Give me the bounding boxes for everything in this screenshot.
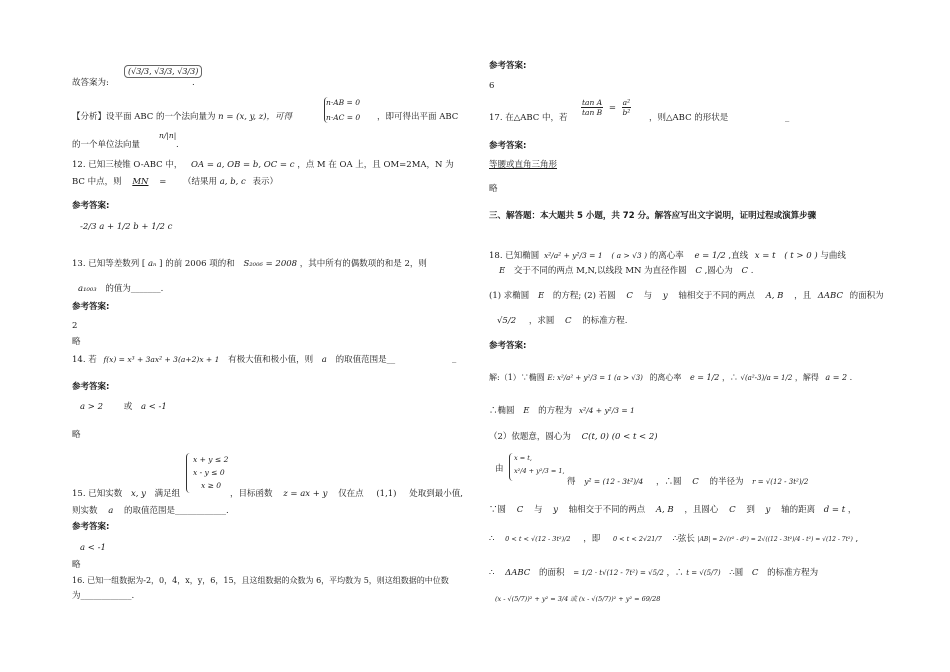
q18-part2: 的方程; (2) 若圆 xyxy=(552,291,616,301)
q18-text-std: 的标准方程. xyxy=(582,316,628,326)
q18-text-b: 的离心率 xyxy=(649,251,684,261)
sol1-ellipse: E: x²/a² + y²/3 = 1 (a > √3) xyxy=(547,374,643,382)
q15-text-a: 15. 已知实数 xyxy=(72,489,123,499)
q14-answer-2: a < -1 xyxy=(140,402,167,412)
q18-C: C xyxy=(565,316,572,326)
q18-part1: (1) 求椭圆 xyxy=(489,291,530,301)
sol2-text-a: ∴椭圆 xyxy=(489,406,515,416)
q18-line2 xyxy=(499,266,753,277)
q14-line xyxy=(72,354,395,366)
q14-text-a: 14. 若 xyxy=(72,355,97,365)
q13-line1 xyxy=(72,259,427,270)
q12-text-b: ，点 M 在 OA 上，且 OM=2MA，N 为 xyxy=(297,160,454,170)
q13-line2 xyxy=(78,284,163,295)
q13-text-c: ，其中所有的偶数项的和是 2，则 xyxy=(299,259,427,269)
q13-sum: S₂₀₀₆ = 2008 xyxy=(243,259,298,269)
sol1-text-b: 的离心率 xyxy=(649,373,682,382)
q18-text-axis: 轴相交于不同的两点 xyxy=(678,291,755,301)
sol-line7 xyxy=(489,568,818,579)
q17-frac-sq xyxy=(622,98,631,117)
sol-line6 xyxy=(489,534,858,545)
q18-E: E xyxy=(523,406,530,416)
q17-text-b: ，则△ABC 的形状是 xyxy=(649,113,729,123)
sol7-t: t = √(5/7) xyxy=(686,569,721,577)
sol1-text-d: ，解得 xyxy=(794,373,819,382)
sol5-text-a: ∵圆 xyxy=(489,505,507,515)
sol5-end: ， xyxy=(847,505,857,515)
q18-AB: A, B xyxy=(655,505,674,515)
normal-vector: n = (x, y, z)，可得 xyxy=(218,112,293,122)
q15-text-c: ，目标函数 xyxy=(230,489,273,499)
sol6-end: , xyxy=(855,534,859,544)
q15-constraint-3: x ≥ 0 xyxy=(201,481,222,490)
q17-frac-num: tan A xyxy=(582,98,603,107)
q18-triangle: ΔABC xyxy=(505,568,531,578)
q18-text-a: 18. 已知椭圆 xyxy=(489,251,540,261)
q12-text-e: 表示） xyxy=(252,177,279,187)
sol6-therefore: ∴ xyxy=(489,534,495,544)
q17-answer: 等腰或直角三角形 xyxy=(489,160,558,170)
q18-ellipse: x²/a² + y²/3 = 1 xyxy=(543,251,603,260)
answer-heading: 参考答案: xyxy=(489,61,527,71)
q12-text-c: BC 中点，则 xyxy=(72,177,122,187)
q15-line1b xyxy=(230,489,463,500)
q17-frac2-num: a² xyxy=(622,98,631,107)
q14-function: f(x) = x³ + 3ax² + 3(a+2)x + 1 xyxy=(103,355,220,364)
sol3-text: （2）依题意，圆心为 xyxy=(489,432,571,442)
q15-text-d: 仅在点 xyxy=(338,489,364,499)
q15-brace xyxy=(186,453,190,493)
q12-basis: a, b, c xyxy=(219,177,246,187)
q13-text-d: 的值为_______. xyxy=(105,284,164,294)
q18-text-yu: 与 xyxy=(643,291,653,301)
q18-text-qiu: ，求圆 xyxy=(528,316,555,326)
q15-constraint-1: x + y ≤ 2 xyxy=(193,455,229,464)
q17-formula xyxy=(581,98,631,117)
system-brace xyxy=(324,97,328,123)
q14-text-b: 有极大值和极小值，则 xyxy=(228,355,314,365)
sol4-text-you: 由 xyxy=(495,464,504,474)
q18-text-c: ,直线 xyxy=(728,251,749,261)
sol4-system xyxy=(514,452,565,478)
sol-line1 xyxy=(489,372,852,384)
q18-C2: C xyxy=(741,266,749,276)
sol5-text-c: 轴相交于不同的两点 xyxy=(568,505,646,515)
q15-xy: x, y xyxy=(130,489,146,499)
normal-system xyxy=(326,97,360,123)
answer-heading: 参考答案: xyxy=(489,341,527,351)
sol7-text-e: 的标准方程为 xyxy=(767,568,819,578)
section-3-heading: 三、解答题：本大题共 5 小题，共 72 分。解答应写出文字说明，证明过程或演算步骤 xyxy=(489,211,817,221)
sol4-y2: y² = (12 - 3t²)/4 xyxy=(584,477,644,486)
sol7-therefore: ∴ xyxy=(489,568,495,578)
answer-heading: 参考答案: xyxy=(489,141,527,151)
q12-answer: -2/3 a + 1/2 b + 1/2 c xyxy=(80,222,173,232)
sol3-center: C(t, 0) (0 < t < 2) xyxy=(581,432,658,442)
q15-line1 xyxy=(72,489,180,500)
q15-var: a xyxy=(108,506,114,516)
q18-text-d: 与曲线 xyxy=(820,251,846,261)
q18-C: C xyxy=(626,291,633,301)
q14-dash: _ xyxy=(452,354,457,364)
omitted-note: 略 xyxy=(489,184,498,194)
system-eq-2: n·AC = 0 xyxy=(326,113,361,122)
q17-frac-tan xyxy=(581,98,603,117)
q18-E: E xyxy=(537,291,545,301)
q18-AB: A, B xyxy=(765,291,784,301)
unit-normal-frac: n/|n| xyxy=(159,131,177,140)
q17-frac2-den: b² xyxy=(622,108,631,117)
q16-answer: 6 xyxy=(489,81,495,91)
q12-line1 xyxy=(72,160,454,171)
sol6-text-b: ，即 xyxy=(583,534,601,544)
q18-t-cond: ( t > 0 ) xyxy=(784,251,818,261)
sol6-range: 0 < t < 2√21/7 xyxy=(612,535,662,543)
q15-system xyxy=(193,453,228,492)
sol5-text-d: ，且圆心 xyxy=(684,505,719,515)
q13-text-a: 13. 已知等差数列 [ xyxy=(72,259,146,269)
q18-line: x = t xyxy=(754,251,776,261)
answer-vector xyxy=(124,65,202,78)
q18-text-qie: ，且 xyxy=(794,291,812,301)
omitted-note: 略 xyxy=(72,430,81,440)
q18-area: √5/2 xyxy=(497,316,517,326)
q15-text-e: 处取到最小值, xyxy=(409,489,463,499)
q16-text-a: 16. 已知一组数据为-2，0，4，x，y，6，15，且这组数据的众数为 6，平均数为 5，则这组数据的中位数 xyxy=(72,576,449,585)
q18-y: y xyxy=(553,505,558,515)
sol1-eq: √(a²-3)/a = 1/2 xyxy=(740,374,793,382)
sol7-text-b: 的面积 xyxy=(539,568,565,578)
q17-equals: = xyxy=(608,103,616,113)
q16-text-b: 为____________. xyxy=(72,591,135,601)
q13-text-b: ] 的前 2006 项的和 xyxy=(159,259,235,269)
omitted-note: 略 xyxy=(72,337,81,347)
sol4-radius: r = √(12 - 3t²)/2 xyxy=(752,478,809,486)
period: . xyxy=(176,140,179,150)
q14-answer-1: a > 2 xyxy=(80,402,104,412)
analysis-text: 【分析】设平面 ABC 的一个法向量为 xyxy=(72,112,216,122)
answer-heading: 参考答案: xyxy=(72,522,110,532)
q15-text-g: 的取值范围是____________. xyxy=(124,506,229,516)
analysis-line xyxy=(72,112,292,123)
q18-C: C xyxy=(695,266,702,276)
analysis-tail: ，即可得出平面 ABC xyxy=(377,112,459,122)
q18-y: y xyxy=(765,505,771,515)
q12-line2 xyxy=(72,177,278,188)
q17-dash: _ xyxy=(785,113,790,123)
q15-objective: z = ax + y xyxy=(283,489,328,499)
sol5-text-f: 轴的距离 xyxy=(781,505,816,515)
q15-constraint-2: x - y ≤ 0 xyxy=(193,468,225,477)
period: . xyxy=(192,78,195,88)
q18-C: C xyxy=(729,505,736,515)
q12-text-d: （结果用 xyxy=(183,177,218,187)
sol7-area: = 1/2 · t√(12 - 7t²) = √5/2 xyxy=(573,569,664,577)
q15-line2 xyxy=(72,506,229,517)
system-eq-1: n·AB = 0 xyxy=(326,98,360,107)
sol6-chord: |AB| = 2√(r² - d²) = 2√((12 - 3t²)/4 - t²) = √(12 - 7t²) xyxy=(697,536,853,543)
sol-line3 xyxy=(489,432,658,443)
sol7-text-d: ∴圆 xyxy=(729,568,744,578)
sol6-text-c: ∴弦长 xyxy=(672,534,695,544)
answer-prefix xyxy=(72,78,109,89)
answer-heading: 参考答案: xyxy=(72,201,110,211)
q18-C: C xyxy=(516,505,524,515)
q18-text-area: 的面积为 xyxy=(849,291,884,301)
q12-equals: = xyxy=(159,177,167,187)
sol4-eq-2: x²/4 + y²/3 = 1, xyxy=(514,467,565,475)
q17-text-a: 17. 在△ABC 中，若 xyxy=(489,113,568,123)
sol2-ellipse: x²/4 + y²/3 = 1 xyxy=(578,406,635,415)
q18-text-g: . xyxy=(750,266,754,276)
q14-or: 或 xyxy=(123,402,133,412)
q13-an: aₙ xyxy=(147,259,157,269)
sol7-text-c: ，∴ xyxy=(666,568,684,578)
q18-E: E xyxy=(499,266,506,276)
q17-frac-den: tan B xyxy=(581,108,603,117)
q18-text-f: ,圆心为 xyxy=(704,266,733,276)
sol1-text-a: 解:（1）∵椭圆 xyxy=(489,373,545,382)
q18-part-line2 xyxy=(497,316,627,327)
sol1-text-c: ，∴ xyxy=(721,373,738,382)
q18-triangle: ΔABC xyxy=(817,291,843,301)
q18-condition: ( a > √3 ) xyxy=(611,251,648,260)
q18-text-e: 交于不同的两点 M,N,以线段 MN 为直径作圆 xyxy=(513,266,687,276)
sol4-eq-1: x = t, xyxy=(514,454,532,462)
sol1-e: e = 1/2 xyxy=(689,373,720,382)
q14-answer xyxy=(80,402,167,413)
q14-text-c: 的取值范围是__ xyxy=(335,355,396,365)
q13-answer: 2 xyxy=(72,321,78,331)
sol8-circle-eq: (x - √(5/7))² + y² = 3/4 或 (x - √(5/7))² + y² = 69/28 xyxy=(495,595,661,603)
sol4-text-de: 得 xyxy=(567,477,576,487)
sol6-ineq: 0 < t < √(12 - 3t²)/2 xyxy=(505,535,571,543)
sol-line5 xyxy=(489,505,856,516)
sol1-end: . xyxy=(849,373,853,382)
q12-vectors: OA = a, OB = b, OC = c xyxy=(191,160,295,170)
sol5-text-e: 到 xyxy=(746,505,755,515)
q18-eccentricity: e = 1/2 xyxy=(694,251,726,261)
sol4-text-c: ，∴圆 xyxy=(656,477,682,487)
q18-line1 xyxy=(489,250,846,262)
answer-label-text: 故答案为: xyxy=(72,78,109,88)
q14-var: a xyxy=(321,355,327,365)
sol4-text-d: 的半径为 xyxy=(709,477,744,487)
sol5-distance: d = t xyxy=(823,505,846,515)
q18-C: C xyxy=(751,568,759,578)
q15-answer: a < -1 xyxy=(80,543,106,553)
omitted-note: 略 xyxy=(72,560,81,570)
unit-normal-text: 的一个单位法向量 xyxy=(72,140,141,150)
answer-heading: 参考答案: xyxy=(72,382,110,392)
q12-mn-vector: MN xyxy=(132,177,149,187)
sol-line2 xyxy=(489,405,635,417)
answer-heading: 参考答案: xyxy=(72,302,110,312)
q18-part-line xyxy=(489,291,884,302)
q15-point: (1,1) xyxy=(376,489,397,499)
sol2-text-b: 的方程为 xyxy=(538,406,573,416)
q18-C: C xyxy=(692,477,699,487)
q13-a1003: a₁₀₀₃ xyxy=(78,284,97,294)
sol-line4 xyxy=(489,476,808,488)
sol1-a: a = 2 xyxy=(825,373,848,382)
vector-value: (√3/3, √3/3, √3/3) xyxy=(124,65,202,78)
q18-y: y xyxy=(662,291,668,301)
q15-text-f: 则实数 xyxy=(72,506,98,516)
sol5-text-b: 与 xyxy=(533,505,543,515)
q15-text-b: 满足组 xyxy=(154,489,181,499)
q12-text-a: 12. 已知三棱锥 O-ABC 中， xyxy=(72,160,183,170)
